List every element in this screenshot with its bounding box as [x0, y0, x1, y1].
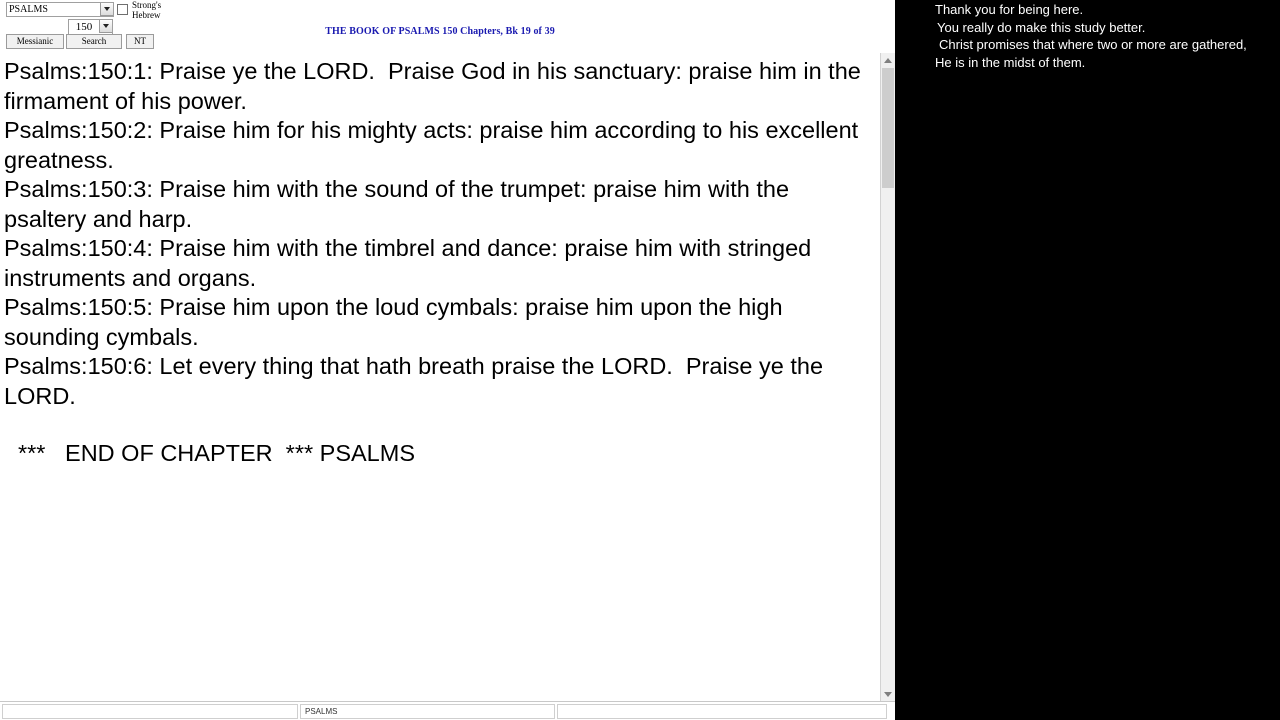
note-line: You really do make this study better. [937, 19, 1146, 35]
notes-panel [895, 0, 1280, 720]
scroll-down-icon[interactable] [881, 687, 895, 701]
messianic-button[interactable]: Messianic [6, 34, 64, 49]
book-select[interactable] [6, 2, 114, 17]
status-cell-right [557, 704, 887, 719]
verse-line: Psalms:150:4: Praise him with the timbrel and dance: praise him with stringed instruments and organs. [4, 235, 818, 291]
verse-line: Psalms:150:6: Let every thing that hath breath praise the LORD. Praise ye the LORD. [4, 353, 830, 409]
note-line: Thank you for being here. [935, 2, 1084, 17]
toolbar [0, 0, 895, 52]
verse-line: Psalms:150:2: Praise him for his mighty acts: praise him according to his excellent greatness. [4, 117, 865, 173]
note-line: Christ promises that where two or more are gathered, [939, 37, 1247, 52]
verse-line: Psalms:150:5: Praise him upon the loud cymbals: praise him upon the high sounding cymbals. [4, 294, 790, 350]
note-line: He is in the midst of them. [935, 54, 1086, 70]
chapter-select-value: 150 [75, 21, 93, 33]
scroll-up-icon[interactable] [881, 53, 895, 67]
book-select-value: PSALMS [9, 4, 48, 15]
status-cell-left [2, 704, 298, 719]
status-cell-book: PSALMS [300, 704, 555, 719]
end-of-chapter-marker: *** END OF CHAPTER *** PSALMS [18, 440, 415, 466]
scripture-text-area[interactable] [0, 53, 880, 698]
notes-text-block [935, 1, 1280, 71]
vertical-scrollbar[interactable] [880, 53, 895, 701]
strongs-hebrew-label: Strong's Hebrew [132, 0, 162, 20]
status-bar [0, 701, 895, 720]
nt-button[interactable]: NT [126, 34, 154, 49]
verse-line: Psalms:150:1: Praise ye the LORD. Praise God in his sanctuary: praise him in the firmament of his power. [4, 58, 868, 114]
chevron-down-icon[interactable] [100, 3, 113, 16]
scrollbar-thumb[interactable] [882, 68, 894, 188]
strongs-hebrew-checkbox[interactable] [117, 4, 128, 15]
page-title: THE BOOK OF PSALMS 150 Chapters, Bk 19 of 39 [325, 26, 555, 37]
search-button[interactable]: Search [66, 34, 122, 49]
verse-line: Psalms:150:3: Praise him with the sound of the trumpet: praise him with the psaltery and harp. [4, 176, 796, 232]
